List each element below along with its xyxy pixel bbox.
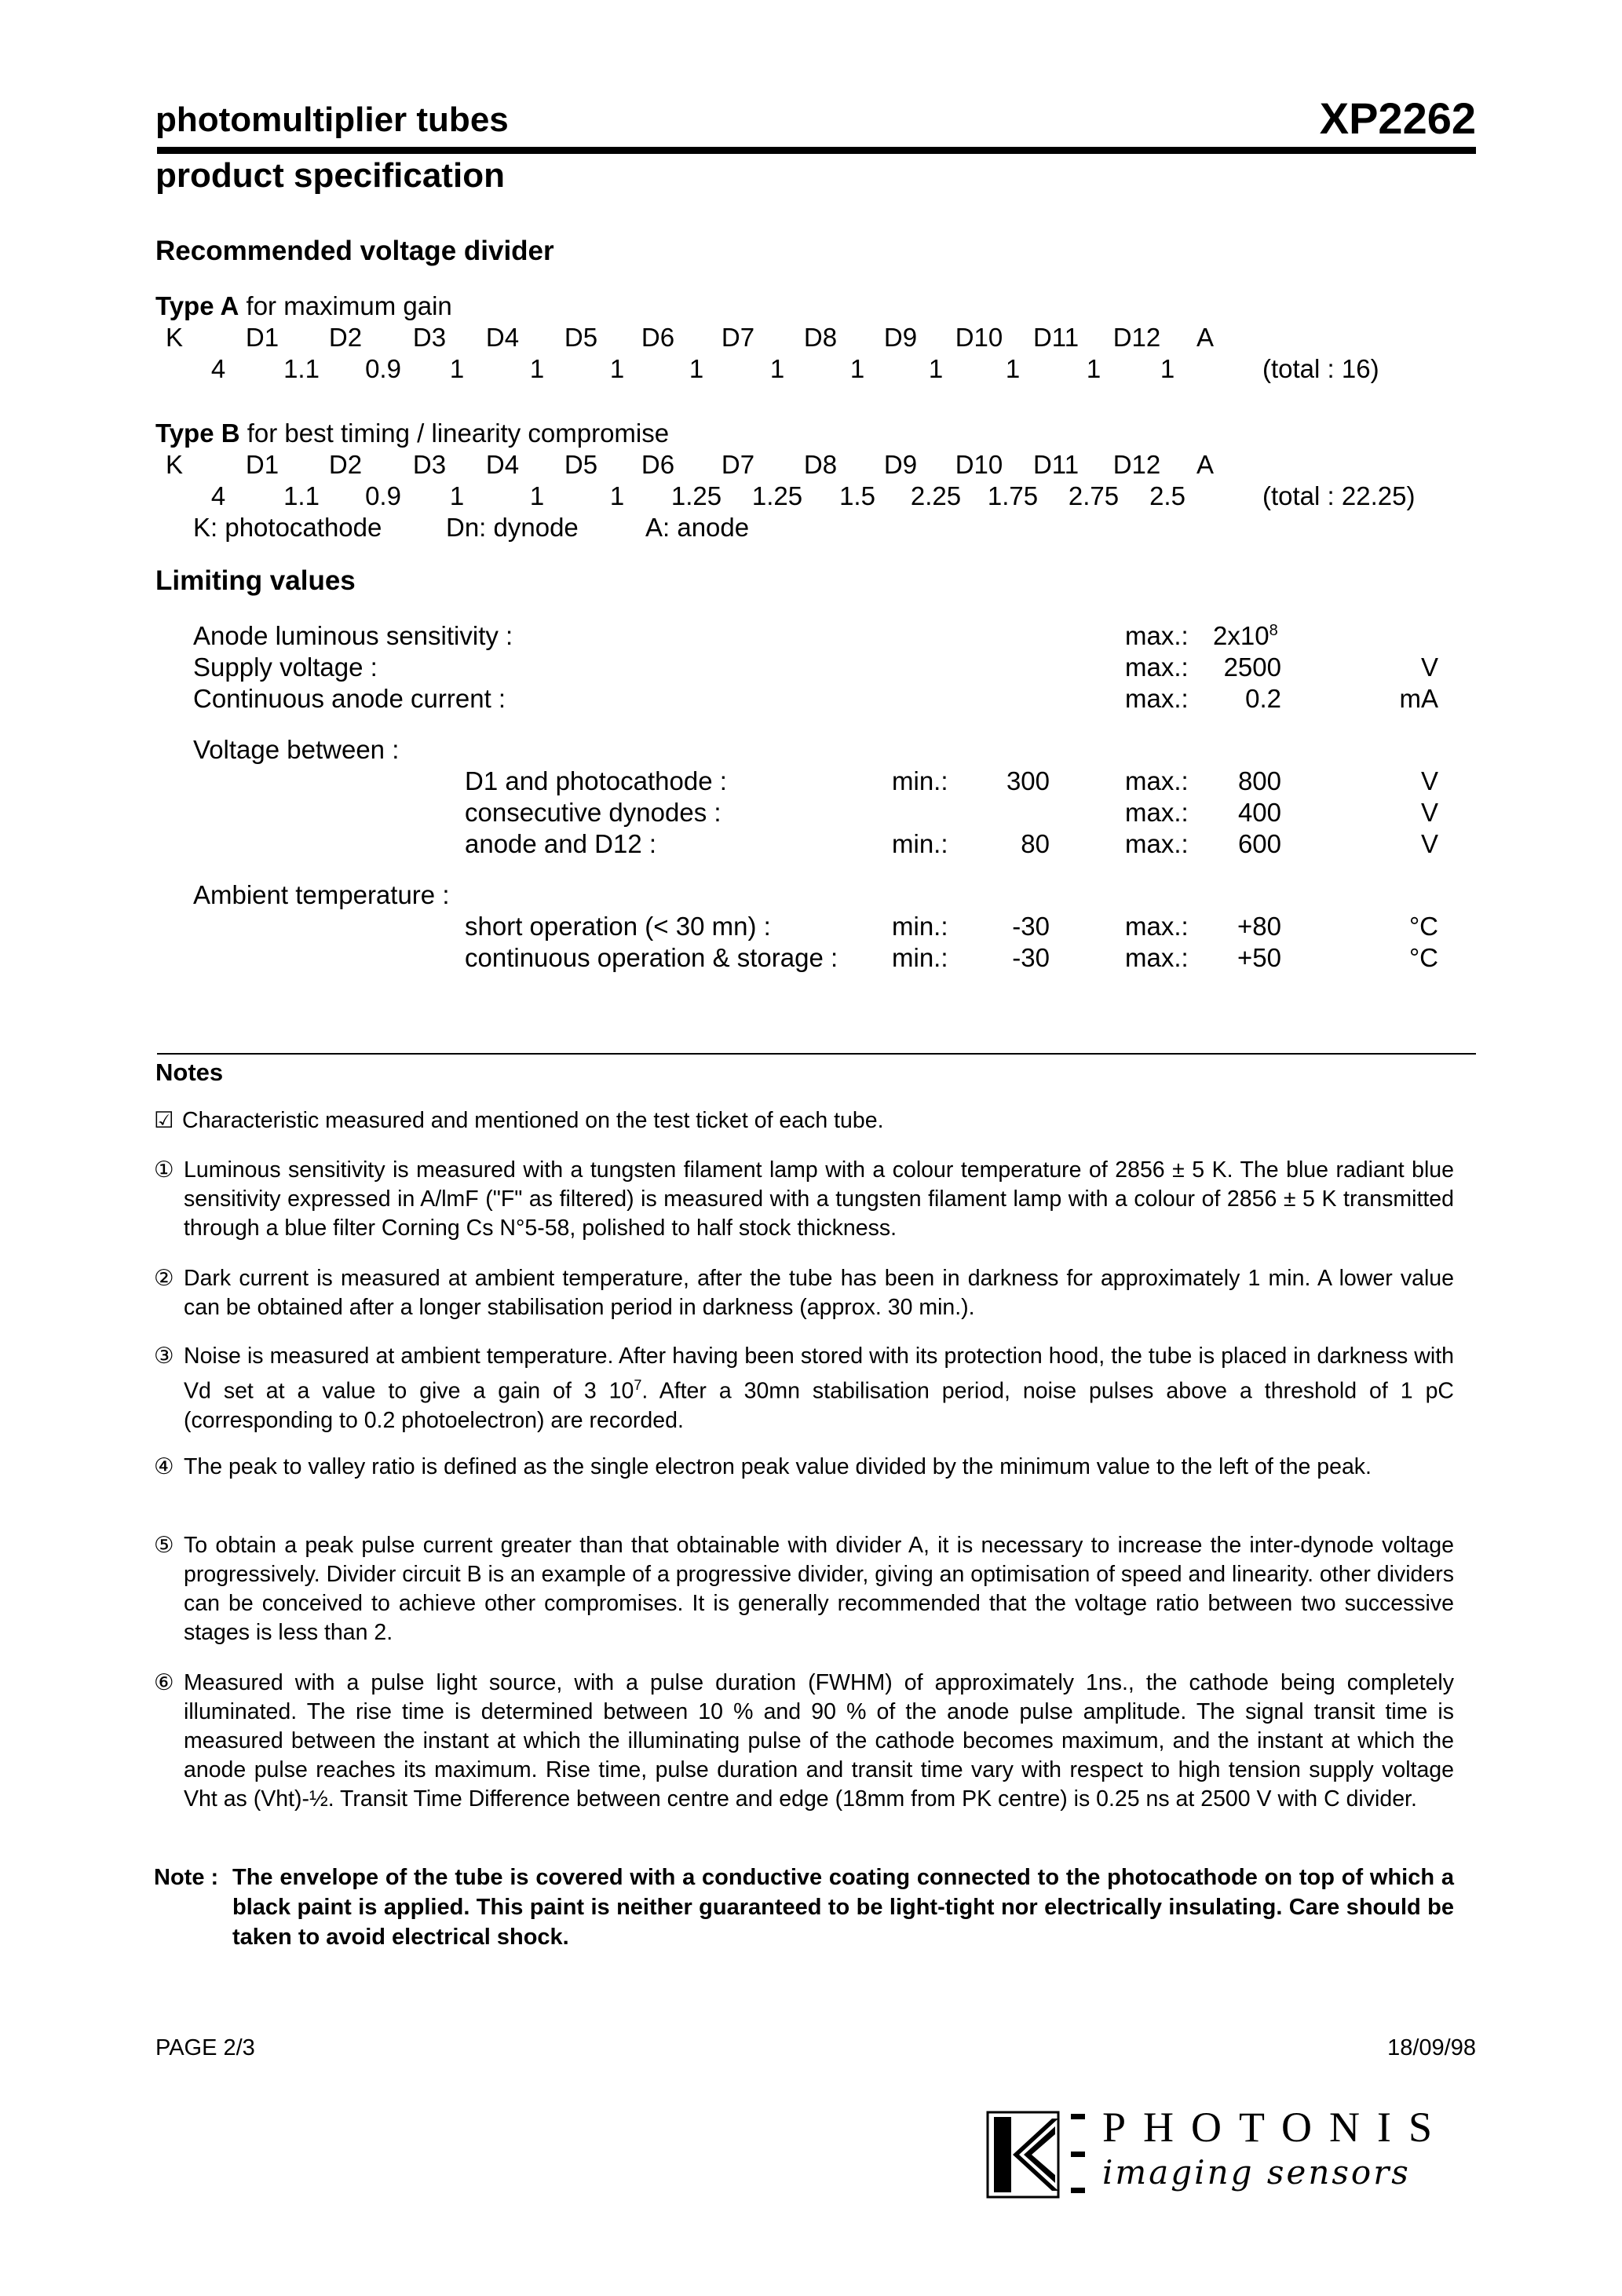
d1-label: D1 and photocathode : xyxy=(465,766,727,795)
type-b-node-7: D7 xyxy=(721,450,755,479)
type-b-node-13: A xyxy=(1196,450,1214,479)
anode-d12-min-value: 80 xyxy=(1021,829,1050,858)
type-a-node-7: D7 xyxy=(721,323,755,352)
current-max-value: 0.2 xyxy=(1245,684,1281,713)
voltage-between-label: Voltage between : xyxy=(193,735,400,764)
consecutive-max-label: max.: xyxy=(1125,798,1189,827)
checkbox-icon: ☑ xyxy=(154,1108,174,1133)
type-b-ratio-12: 2.5 xyxy=(1149,481,1185,510)
type-a-node-12: D12 xyxy=(1112,323,1161,352)
type-a-ratio-5: 1 xyxy=(609,354,625,383)
type-a-node-11: D11 xyxy=(1032,323,1080,352)
short-op-max-label: max.: xyxy=(1125,912,1189,941)
type-a-ratio-12: 1 xyxy=(1160,354,1175,383)
anode-d12-unit: V xyxy=(1420,829,1438,858)
notes-heading: Notes xyxy=(155,1058,224,1086)
circled-3-icon: ③ xyxy=(154,1344,174,1369)
type-a-nodes xyxy=(0,323,1622,354)
type-a-total: (total : 16) xyxy=(1262,354,1379,383)
type-b-node-0: K xyxy=(165,450,183,479)
type-b-node-1: D1 xyxy=(245,450,279,479)
type-b-node-11: D11 xyxy=(1032,450,1080,479)
type-a-node-6: D6 xyxy=(641,323,675,352)
brand-name: PHOTONIS xyxy=(1102,2104,1450,2151)
consecutive-unit: V xyxy=(1420,798,1438,827)
circled-4-icon: ④ xyxy=(154,1454,174,1479)
type-b-node-5: D5 xyxy=(564,450,598,479)
cont-op-min-label: min.: xyxy=(892,943,948,972)
type-b-total: (total : 22.25) xyxy=(1262,481,1416,510)
type-b-node-9: D9 xyxy=(883,450,918,479)
d1-unit: V xyxy=(1420,766,1438,795)
consecutive-label: consecutive dynodes : xyxy=(465,798,721,827)
note-6: ⑥ Measured with a pulse light source, with a pulse duration (FWHM) of approximately 1ns., the cathode being completely illuminated. The rise time is determined between 10 % and 90 % of the anode pulse amplitude. The signal transit time is measured between the instant at which the illuminating pulse of the cathode becomes maximum, and the instant at which the anode pulse reaches its maximum. Rise time, pulse duration and transit time vary with respect to high tension supply voltage Vht as (Vht)-½. Transit Time Difference between centre and edge (18mm from PK centre) is 0.25 ns at 2500 V with C divider. xyxy=(154,1670,1454,1812)
legend-dynode: Dn: dynode xyxy=(446,513,579,542)
photonis-logo xyxy=(986,2101,1476,2203)
d1-max-value: 800 xyxy=(1237,766,1281,795)
type-b-ratio-1: 1.1 xyxy=(283,481,320,510)
limiting-heading: Limiting values xyxy=(155,565,356,596)
brand-tagline: imaging sensors xyxy=(1102,2153,1411,2192)
anode-d12-max-label: max.: xyxy=(1125,829,1189,858)
footer-date: 18/09/98 xyxy=(1387,2035,1476,2060)
d1-min-label: min.: xyxy=(892,766,948,795)
page-number: PAGE 2/3 xyxy=(155,2035,255,2060)
circled-2-icon: ② xyxy=(154,1266,174,1291)
type-a-node-9: D9 xyxy=(883,323,918,352)
sensitivity-label: Anode luminous sensitivity : xyxy=(193,621,513,650)
product-code: XP2262 xyxy=(1319,93,1476,143)
type-b-nodes xyxy=(0,450,1622,481)
note-4: ④ The peak to valley ratio is defined as the single electron peak value divided by the minimum value to the left of the peak. xyxy=(154,1453,1454,1482)
type-b-ratio-3: 1 xyxy=(449,481,465,510)
short-op-label: short operation (< 30 mn) : xyxy=(465,912,771,941)
legend-anode: A: anode xyxy=(645,513,750,542)
type-b-ratio-4: 1 xyxy=(529,481,545,510)
type-b-node-8: D8 xyxy=(803,450,838,479)
anode-d12-min-label: min.: xyxy=(892,829,948,858)
note-5: ⑤ To obtain a peak pulse current greater than that obtainable with divider A, it is necessary to increase the inter-dynode voltage progressively. Divider circuit B is an example of a progressive divider, giving an optimisation of speed and linearity. other dividers can be conceived to achieve other compromises. It is generally recommended that the voltage ratio between two successive stages is less than 2. xyxy=(154,1533,1454,1645)
cont-op-min-value: -30 xyxy=(1012,943,1050,972)
type-b-ratio-5: 1 xyxy=(609,481,625,510)
type-a-ratio-11: 1 xyxy=(1086,354,1101,383)
cont-op-max-label: max.: xyxy=(1125,943,1189,972)
type-a-node-8: D8 xyxy=(803,323,838,352)
type-b-node-2: D2 xyxy=(328,450,363,479)
anode-d12-label: anode and D12 : xyxy=(465,829,657,858)
type-a-ratio-2: 0.9 xyxy=(365,354,401,383)
type-a-ratio-7: 1 xyxy=(769,354,785,383)
legend-photocathode: K: photocathode xyxy=(193,513,382,542)
type-b-node-3: D3 xyxy=(412,450,447,479)
type-b-ratio-10: 1.75 xyxy=(987,481,1039,510)
type-b-title: Type B for best timing / linearity compromise xyxy=(155,419,670,448)
short-op-unit: °C xyxy=(1408,912,1438,941)
divider-heading: Recommended voltage divider xyxy=(155,236,554,266)
circled-6-icon: ⑥ xyxy=(154,1670,174,1695)
short-op-max-value: +80 xyxy=(1237,912,1281,941)
type-a-ratio-6: 1 xyxy=(689,354,704,383)
type-a-node-2: D2 xyxy=(328,323,363,352)
type-a-node-0: K xyxy=(165,323,183,352)
type-a-node-3: D3 xyxy=(412,323,447,352)
short-op-min-value: -30 xyxy=(1012,912,1050,941)
type-a-node-4: D4 xyxy=(485,323,520,352)
type-b-ratio-11: 2.75 xyxy=(1068,481,1120,510)
supply-max-label: max.: xyxy=(1125,653,1189,682)
type-a-ratio-3: 1 xyxy=(449,354,465,383)
current-max-label: max.: xyxy=(1125,684,1189,713)
sensitivity-max-value: $2x10^8$ xyxy=(1213,621,1278,650)
type-b-node-10: D10 xyxy=(955,450,1003,479)
note-3: ③ Noise is measured at ambient temperature. After having been stored with its protection hood, the tube is placed in darkness with Vd set at a value to give a gain of 3 $10^7$. After a 30mn stabilisation period, noise pulses above a threshold of 1 pC (corresponding to 0.2 photoelectron) are recorded. xyxy=(154,1344,1454,1433)
type-a-ratio-10: 1 xyxy=(1005,354,1021,383)
type-b-node-4: D4 xyxy=(485,450,520,479)
envelope-warning: Note : The envelope of the tube is covered with a conductive coating connected to the photocathode on top of which a black paint is applied. This paint is neither guaranteed to be light-tight nor electrically insulating. Care should be taken to avoid electrical shock. xyxy=(154,1865,1454,1950)
type-a-ratio-9: 1 xyxy=(928,354,944,383)
cont-op-unit: °C xyxy=(1408,943,1438,972)
header-rule xyxy=(157,147,1476,154)
type-b-node-6: D6 xyxy=(641,450,675,479)
current-label: Continuous anode current : xyxy=(193,684,506,713)
type-b-ratio-8: 1.5 xyxy=(839,481,875,510)
type-a-title: Type A for maximum gain xyxy=(155,291,452,320)
circled-5-icon: ⑤ xyxy=(154,1533,174,1558)
consecutive-max-value: 400 xyxy=(1237,798,1281,827)
type-a-node-13: A xyxy=(1196,323,1214,352)
type-b-ratio-0: 4 xyxy=(210,481,226,510)
doc-type: product specification xyxy=(155,156,505,195)
type-a-ratio-0: 4 xyxy=(210,354,226,383)
d1-max-label: max.: xyxy=(1125,766,1189,795)
supply-label: Supply voltage : xyxy=(193,653,378,682)
notes-rule xyxy=(157,1053,1476,1055)
note-check: ☑ Characteristic measured and mentioned on the test ticket of each tube. xyxy=(154,1106,1454,1135)
type-b-node-12: D12 xyxy=(1112,450,1161,479)
type-a-node-5: D5 xyxy=(564,323,598,352)
d1-min-value: 300 xyxy=(1006,766,1050,795)
short-op-min-label: min.: xyxy=(892,912,948,941)
type-a-ratio-4: 1 xyxy=(529,354,545,383)
doc-category: photomultiplier tubes xyxy=(155,101,509,139)
type-a-ratio-1: 1.1 xyxy=(283,354,320,383)
cont-op-max-value: +50 xyxy=(1237,943,1281,972)
type-a-node-1: D1 xyxy=(245,323,279,352)
ambient-label: Ambient temperature : xyxy=(193,880,450,909)
note-2: ② Dark current is measured at ambient temperature, after the tube has been in darkness for approximately 1 min. A lower value can be obtained after a longer stabilisation period in darkness (approx. 30 min.). xyxy=(154,1266,1454,1320)
type-a-node-10: D10 xyxy=(955,323,1003,352)
type-a-ratio-8: 1 xyxy=(849,354,865,383)
supply-unit: V xyxy=(1420,653,1438,682)
circled-1-icon: ① xyxy=(154,1157,174,1183)
type-b-ratio-2: 0.9 xyxy=(365,481,401,510)
type-b-ratio-9: 2.25 xyxy=(910,481,962,510)
anode-d12-max-value: 600 xyxy=(1237,829,1281,858)
current-unit: mA xyxy=(1399,684,1438,713)
cont-op-label: continuous operation & storage : xyxy=(465,943,838,972)
supply-max-value: 2500 xyxy=(1223,653,1281,682)
note-1: ① Luminous sensitivity is measured with a tungsten filament lamp with a colour temperature of 2856 ± 5 K. The blue radiant blue sensitivity expressed in A/lmF ("F" as filtered) is measured with a tungsten filament lamp with a colour of 2856 ± 5 K transmitted through a blue filter Corning Cs N°5-58, polished to half stock thickness. xyxy=(154,1157,1454,1241)
type-b-ratio-6: 1.25 xyxy=(670,481,722,510)
type-b-ratio-7: 1.25 xyxy=(751,481,803,510)
sensitivity-max-label: max.: xyxy=(1125,621,1189,650)
